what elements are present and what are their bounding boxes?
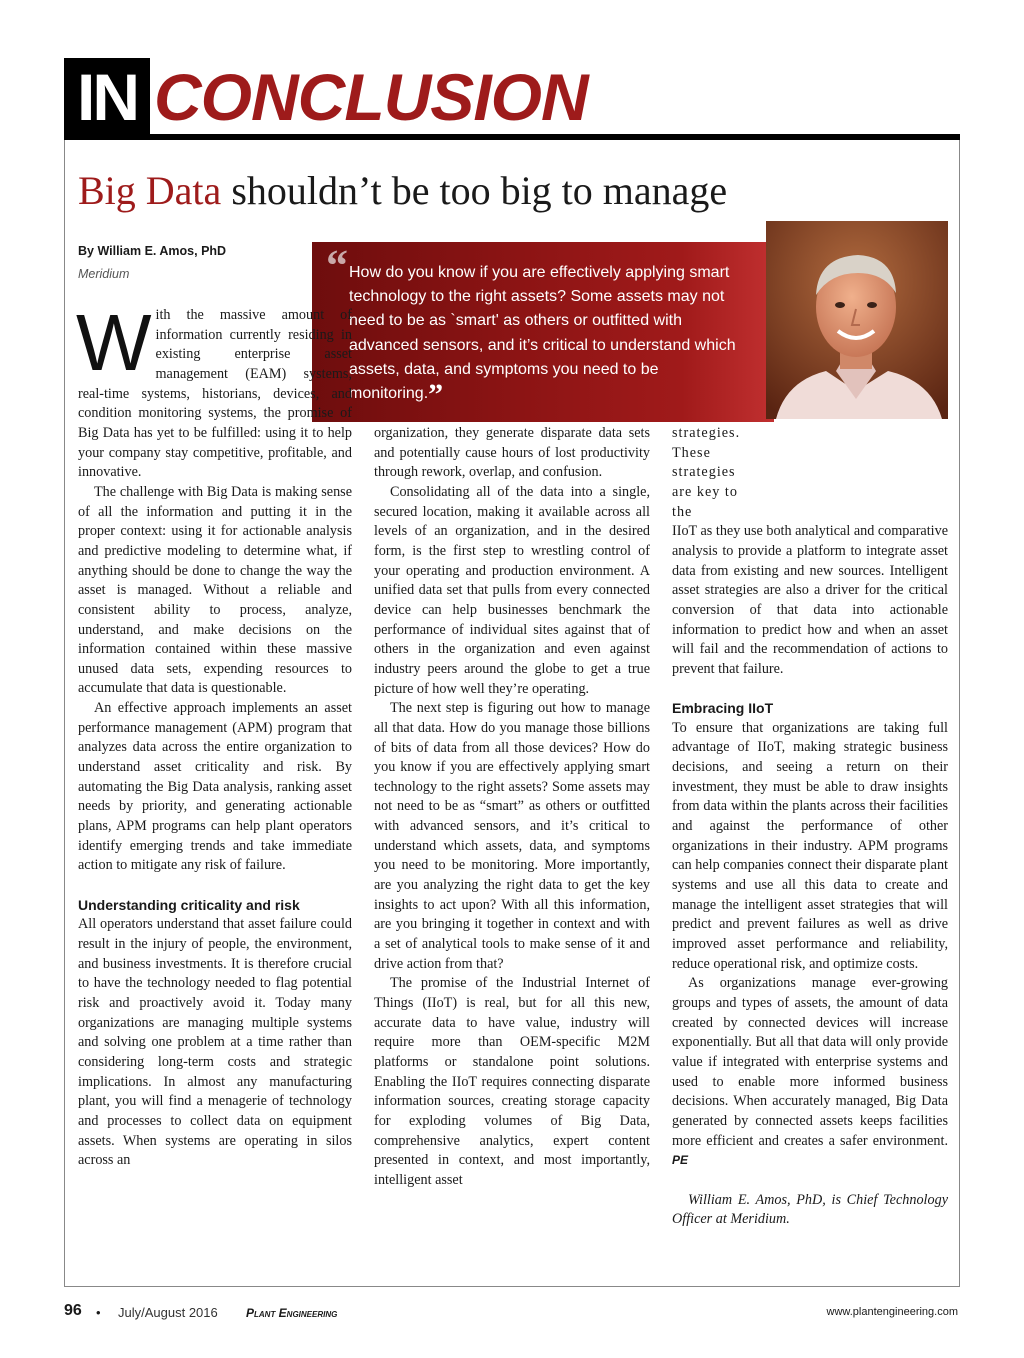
byline-author: By William E. Amos, PhD — [78, 244, 227, 258]
frame-right-rule — [959, 140, 960, 1286]
section-prefix: IN — [64, 58, 150, 136]
paragraph: ith the massive amount of information currently residing in existing enterprise asset management (EAM) systems, real-time systems, historians, devices, and condition monitoring systems, the promise of Big Data has yet to be fulfilled: using it to help your company stay competitive, profitable, and innovative. — [78, 307, 352, 481]
end-mark-icon: PE — [672, 1153, 689, 1168]
pullquote-text — [349, 261, 749, 412]
paragraph — [672, 974, 948, 1171]
paragraph-continued: strategies. These strategies are key to the — [672, 425, 741, 520]
section-spacer — [78, 876, 352, 896]
paragraph: To ensure that organizations are taking full advantage of IIoT, making strategic business decisions, and seeing a return on their investment, they must be able to draw insights from data within the plants across their facilities and against the performance of other organizations in their industry. APM programs can help companies connect their disparate plant systems and use all this data to create and manage the intelligent asset strategies that will predict and prevent failures as well as drive improved asset performance and reliability, reduce operational risk, and optimize costs. — [672, 719, 948, 972]
website-url[interactable]: www.plantengineering.com — [826, 1306, 958, 1318]
author-portrait-icon — [766, 221, 948, 419]
subheading: Understanding criticality and risk — [78, 896, 300, 913]
body-column-3 — [672, 424, 948, 1230]
header-rule — [64, 134, 960, 140]
issue-date: July/August 2016 — [118, 1305, 218, 1320]
paragraph: The challenge with Big Data is making sense of all the information and putting it in the proper context: using it for actionable analysis and predictive modeling to determine what, if anything should be done to change the way the asset is managed. Without a reliable and consistent ability to process, analyze, understand, and make decisions on the information contained within these massive unused data sets, expending resources to accumulate that data is questionable. — [78, 483, 352, 697]
portrait-illustration — [766, 221, 948, 419]
footer-separator: • — [96, 1305, 101, 1320]
page-number: 96 — [64, 1302, 82, 1319]
section-title: CONCLUSION — [154, 60, 588, 134]
byline-affiliation: Meridium — [78, 267, 130, 281]
drop-cap: W — [76, 298, 152, 387]
article-headline — [78, 165, 727, 217]
body-column-2 — [374, 424, 650, 1191]
frame-bottom-rule — [64, 1286, 960, 1287]
headline-highlight: Big Data — [78, 168, 222, 213]
paragraph: The next step is figuring out how to manage all that data. How do you manage those billions of bits of data from all those devices? How do you know if you are effectively applying smart technology to the right assets? Some assets may not need to be as “smart” as others or outfitted with advanced sensors, and it’s critical to understand which assets, data, and symptoms you need to be monitoring. More importantly, are you analyzing the right data to get the key insights to act upon? With all this information, are you bringing it together in context and with a set of analytical tools to make sense of it and drive action from that? — [374, 700, 650, 972]
paragraph: organization, they generate disparate data sets and potentially cause hours of lost productivity through rework, overlap, and confusion. — [374, 425, 650, 481]
section-spacer — [672, 1171, 948, 1191]
paragraph: Consolidating all of the data into a single, secured location, making it available across all levels of an organization, and in the desired form, is the first step to wrestling control of your operating and production environment. A unified data set that pulls from every connected device can help businesses benchmark the performance of individual sites against that of others in the organization and even against industry peers around the globe to get a true picture of how well they’re operating. — [374, 483, 650, 697]
section-spacer — [672, 680, 948, 700]
paragraph: All operators understand that asset failure could result in the injury of people, the environment, and business investments. It is therefore crucial to have the technology needed to flag potential risk and proactively avoid it. Today many organizations are managing multiple systems and solving one problem at a time rather than considering long-term costs and strategic implications. In almost any manufacturing plant, you will find a menagerie of technology and processes to collect data on equipment assets. When systems are operating in silos across an — [78, 916, 352, 1169]
paragraph: An effective approach implements an asset performance management (APM) program that analyzes data across the entire organization to understand asset criticality and risk. By automating the Big Data analysis, ranking asset needs by priority, and generating actionable plans, APM programs can help plant operators identify emerging trends and take immediate action to mitigate any risk of failure. — [78, 700, 352, 874]
opening-paragraph-wrap — [76, 298, 352, 483]
closing-paragraph: As organizations manage ever-growing groups and types of assets, the amount of data created by connected devices will increase exponentially. But all that data will only provide value if integrated with enterprise systems and used to enable more informed business decisions. When accurately managed, Big Data generated by connected assets keeps facilities more efficient and creates a safer environment. — [672, 975, 948, 1149]
paragraph: The promise of the Industrial Internet of Things (IIoT) is real, but for all this new, accurate data to have value, industry will require more than OEM-specific M2M platforms or standalone point solutions. Enabling the IIoT requires connecting disparate information sources, creating storage capacity for exploding volumes of Big Data, comprehensive analytics, expert content presented in context, and most importantly, intelligent asset — [374, 975, 650, 1188]
magazine-name: Plant Engineering — [246, 1306, 338, 1320]
quote-close-mark: ” — [428, 378, 444, 412]
subheading: Embracing IIoT — [672, 700, 774, 717]
body-column-1 — [76, 298, 352, 1171]
author-bio: William E. Amos, PhD, is Chief Technology Officer at Meridium. — [672, 1191, 948, 1228]
frame-left-rule — [64, 140, 65, 1286]
section-header — [64, 58, 960, 140]
paragraph: IIoT as they use both analytical and comparative analysis to provide a platform to integrate asset data from existing and new sources. Intelligent asset strategies are also a driver for the critical conversion of that data into actionable information to predict how and when an asset will fail and the recommendation of actions to prevent that failure. — [672, 523, 948, 677]
quote-open-mark: “ — [326, 241, 348, 290]
pullquote-body: How do you know if you are effectively applying smart technology to the right assets? Some assets may not need to be as `smart' as others or outfitted with advanced sensors, and it’s critical to understand which assets, data, and symptoms you need to be monitoring. — [349, 264, 736, 403]
headline-rest: shouldn’t be too big to manage — [221, 168, 728, 213]
